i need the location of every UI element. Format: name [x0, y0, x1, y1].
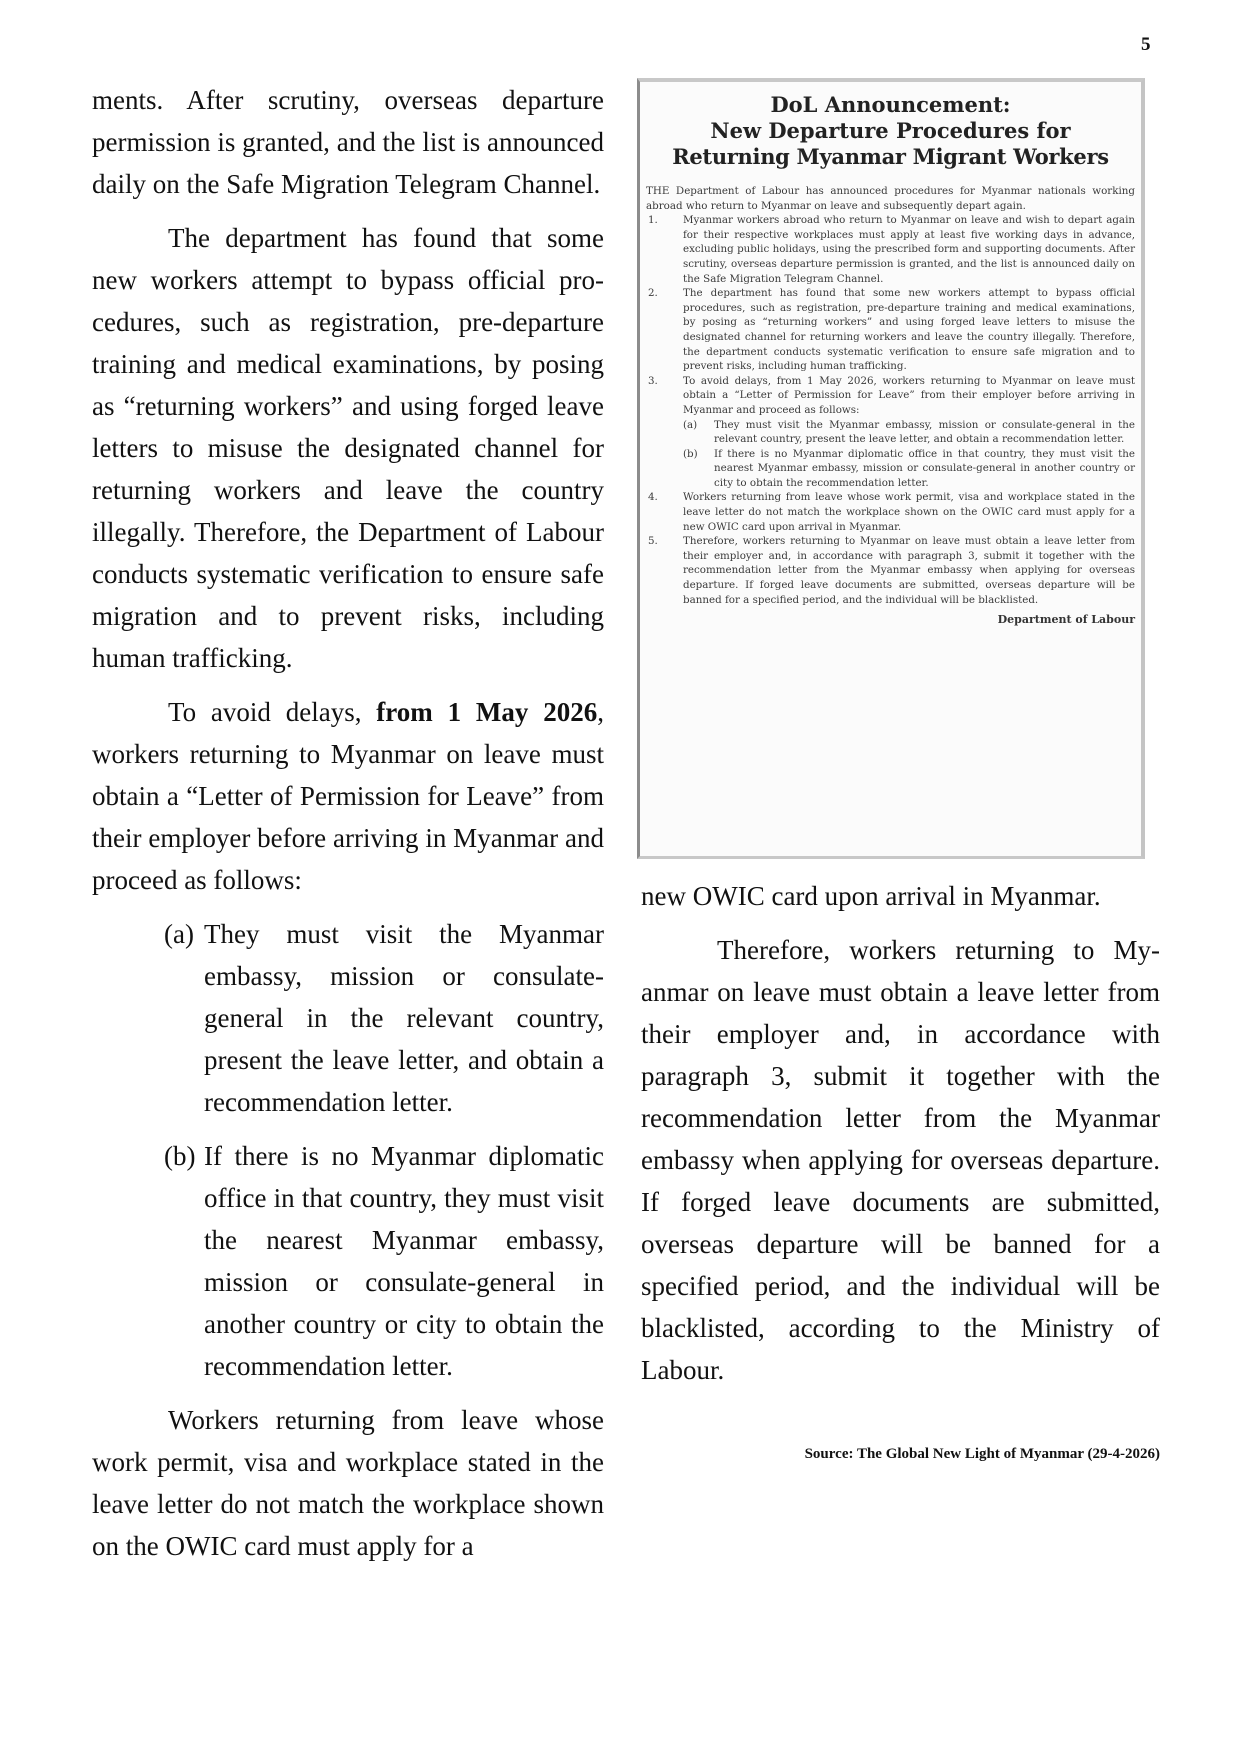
item-text: To avoid delays, from 1 May 2026, workers returning to Myanmar on leave must obtain a “Letter of Permission for Leave” from their employer before arriving in Myanmar and proceed as follows:	[683, 374, 1135, 416]
left-column	[92, 79, 604, 1579]
paragraph-continued: ments. After scrutiny, overseas departure permission is granted, and the list is announced daily on the Safe Migration Telegram Channel.	[92, 85, 604, 199]
item-number: 3.	[648, 374, 658, 387]
avoid-delays-rest: , workers returning to Myanmar on leave must obtain a “Letter of Permission for Leave” from their employer before arriving in Myanmar and proceed as follows:	[92, 697, 604, 895]
right-column	[641, 875, 1160, 1403]
subitem-number: (a)	[683, 418, 698, 431]
announcement-title-line: Returning Myanmar Migrant Workers	[672, 144, 1109, 169]
announcement-title-line: New Departure Procedures for	[710, 118, 1071, 143]
item-text: Therefore, workers returning to Myanmar on leave must obtain a leave letter from their employer and, in accordance with paragraph 3, submit it together with the recommendation letter from the Myanmar embassy when applying for overseas departure. If forged leave documents are submitted, overseas departure will be banned for a specified period, and the individual will be blacklisted.	[683, 535, 1135, 606]
page-number: 5	[1141, 34, 1151, 55]
subitem-text: If there is no Myanmar diplomatic office in that country, they must visit the nearest Myanmar embassy, mission or consulate-general in another country or city to obtain the recommendation letter.	[714, 447, 1135, 489]
paragraph-bypass-procedures: The department has found that some new workers attempt to bypass official procedures, such as registration, pre-departure training and medical examinations, by posing as “returning workers” and using forged leave letters to misuse the designated channel for returning workers and leave the country illegally. Therefore, the Department of Labour conducts systematic verification to ensure safe migration and to prevent risks, including human trafficking.	[92, 223, 604, 673]
list-text: If there is no Myanmar diplomatic office in that country, they must visit the nearest Myanmar embassy, mission or consulate-general in another country or city to obtain the recommendation letter.	[204, 1141, 604, 1381]
announcement-item	[646, 286, 1135, 374]
announcement-item	[646, 534, 1135, 607]
list-item-a	[92, 913, 604, 1123]
item-number: 2.	[648, 287, 658, 300]
list-marker: (b)	[164, 1141, 196, 1171]
source-credit: Source: The Global New Light of Myanmar (29-4-2026)	[804, 1446, 1160, 1462]
announcement-intro: THE Department of Labour has announced procedures for Myanmar nationals working abroad who return to Myanmar on leave and subsequently depart again.	[646, 185, 1135, 212]
announcement-title	[640, 92, 1141, 170]
item-text: Myanmar workers abroad who return to Myanmar on leave and wish to depart again for their respective workplaces must apply at least five working days in advance, excluding public holidays, using the prescribed form and supporting documents. After scrutiny, overseas departure permission is granted, and the list is announced daily on the Safe Migration Telegram Channel.	[683, 214, 1135, 285]
item-text: The department has found that some new workers attempt to bypass official procedures, such as registration, pre-departure training and medical examinations, by posing as “returning workers” and using forged leave letters to misuse the designated channel for returning workers and leave the country illegally. Therefore, the department conducts systematic verification to ensure safe migration and to prevent risks, including human trafficking.	[683, 287, 1135, 373]
announcement-body	[640, 170, 1141, 607]
announcement-item	[646, 374, 1135, 418]
avoid-delays-lead: To avoid delays,	[168, 697, 377, 727]
announcement-subitem	[646, 418, 1135, 447]
list-item-b	[92, 1135, 604, 1387]
paragraph-avoid-delays	[92, 691, 604, 901]
paragraph-continued: new OWIC card upon arrival in Myanmar.	[641, 881, 1101, 911]
list-marker: (a)	[164, 919, 194, 949]
subitem-text: They must visit the Myanmar embassy, mission or consulate-general in the relevant country, present the leave letter, and obtain a recommendation letter.	[714, 418, 1135, 446]
subitem-number: (b)	[683, 447, 698, 460]
item-number: 5.	[648, 535, 658, 548]
announcement-item	[646, 490, 1135, 534]
item-number: 1.	[648, 214, 658, 227]
announcement-subitem	[646, 447, 1135, 491]
list-text: They must visit the Myanmar embassy, mission or consulate-general in the relevant country, present the leave letter, and obtain a recommendation letter.	[204, 919, 604, 1117]
announcement-clipping	[637, 78, 1145, 859]
announcement-item	[646, 213, 1135, 286]
effective-date: from 1 May 2026	[376, 697, 598, 727]
item-number: 4.	[648, 491, 658, 504]
item-text: Workers returning from leave whose work permit, visa and workplace stated in the leave letter do not match the workplace shown on the OWIC card must apply for a new OWIC card upon arrival in Myanmar.	[683, 491, 1135, 533]
paragraph-therefore: Therefore, workers returning to Myanmar on leave must obtain a leave letter from their employer and, in accordance with paragraph 3, submit it together with the recommendation letter from the Myanmar embassy when applying for overseas departure. If forged leave documents are submitted, overseas departure will be banned for a specified period, and the individual will be blacklisted, according to the Ministry of Labour.	[641, 935, 1160, 1385]
announcement-signature: Department of Labour	[997, 613, 1135, 627]
announcement-title-line: DoL Announcement:	[770, 92, 1011, 117]
paragraph-owic-mismatch: Workers returning from leave whose work permit, visa and workplace stated in the leave letter do not match the workplace shown on the OWIC card must apply for a	[92, 1405, 604, 1561]
